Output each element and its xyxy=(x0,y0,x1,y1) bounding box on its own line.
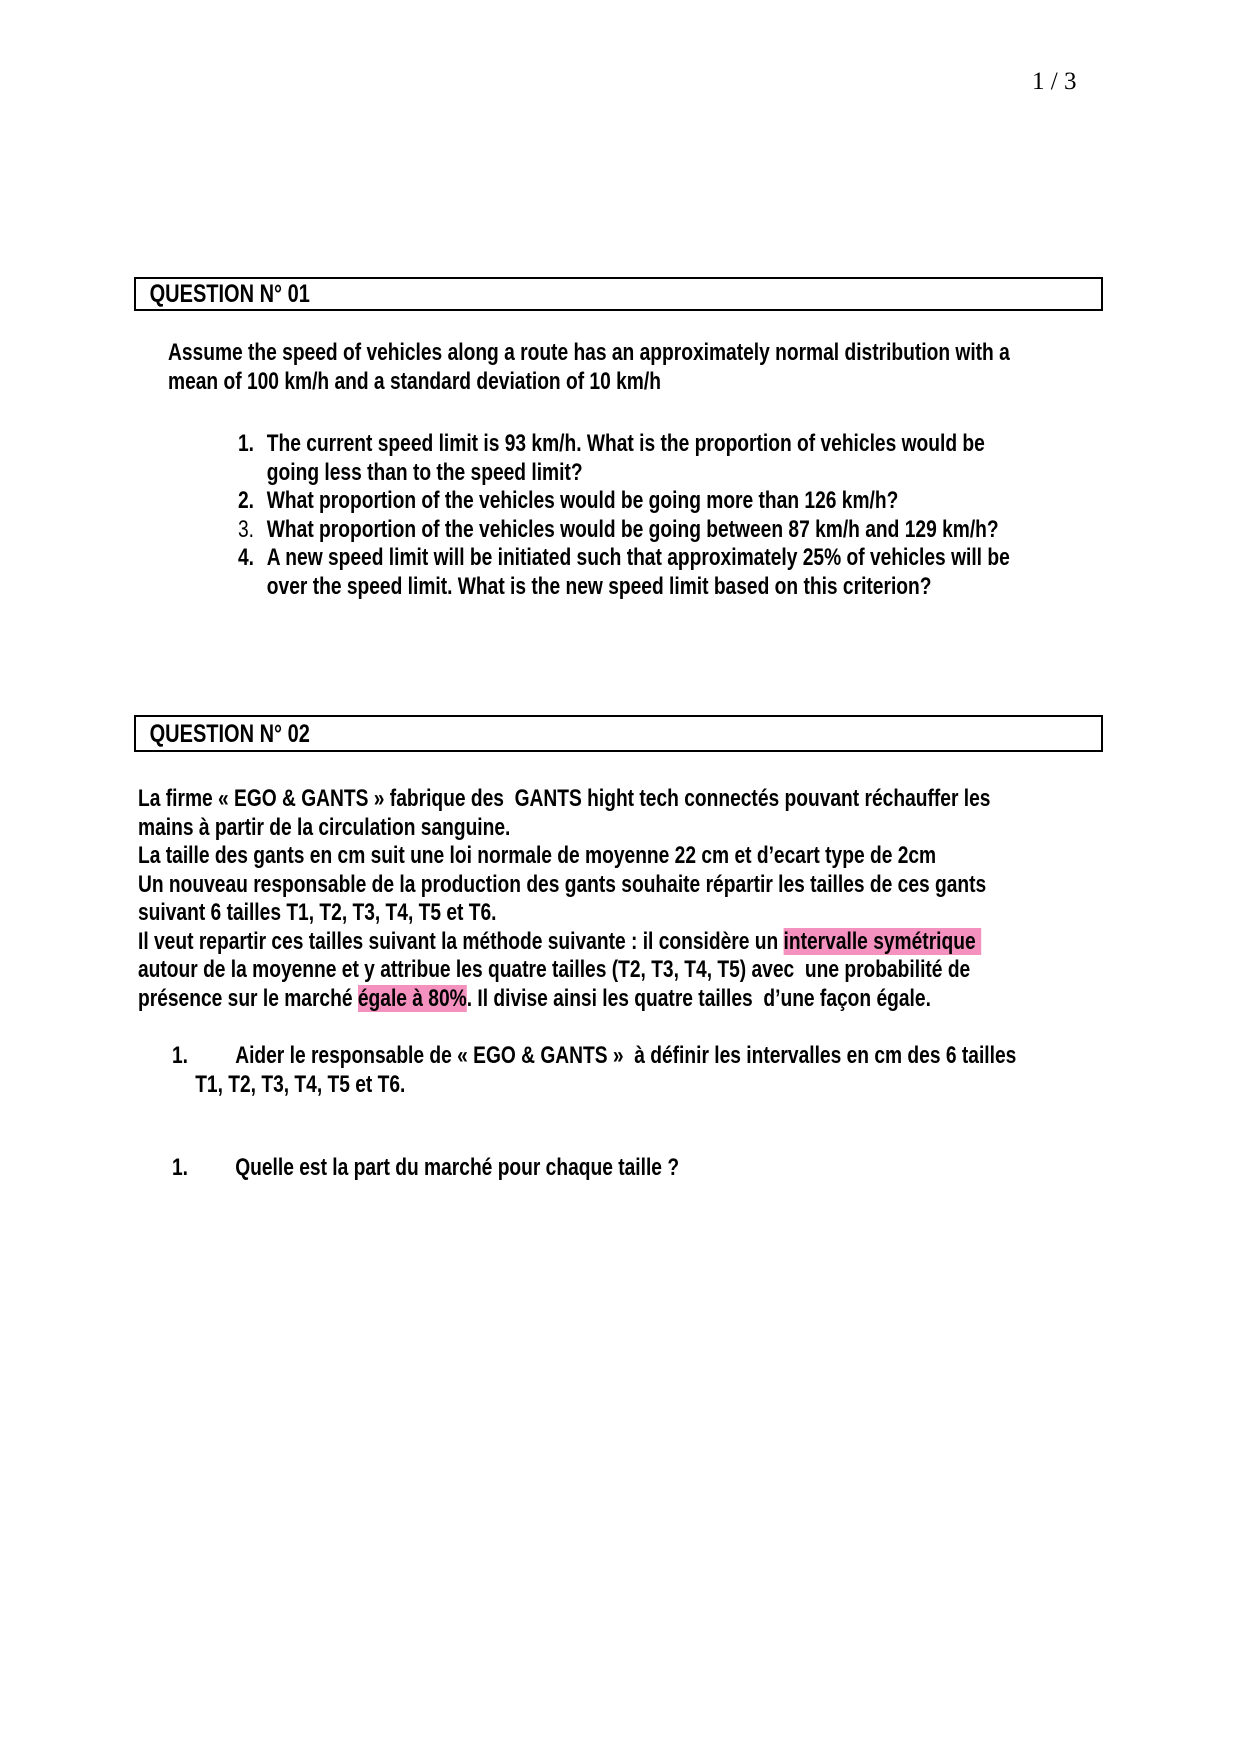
q1-intro-line1: Assume the speed of vehicles along a route has an approximately normal distribution with a xyxy=(168,339,1010,366)
q1-numbered-list xyxy=(238,430,1203,601)
q1-item-1-number: 1. xyxy=(238,430,255,457)
q1-item-3-line1: 3. What proportion of the vehicles would be going between 87 km/h and 129 km/h? xyxy=(238,515,999,543)
q2-para-line5: suivant 6 tailles T1, T2, T3, T4, T5 et T6. xyxy=(138,899,497,926)
q1-item-1-line1: 1. The current speed limit is 93 km/h. What is the proportion of vehicles would be xyxy=(238,430,985,457)
q1-item-3-number: 3. xyxy=(238,515,255,543)
q2-item-a-number: 1. xyxy=(172,1042,189,1069)
q2-para-line7: autour de la moyenne et y attribue les quatre tailles (T2, T3, T4, T5) avec une probabilité de xyxy=(138,956,971,983)
q1-item-4-line2: over the speed limit. What is the new speed limit based on this criterion? xyxy=(266,572,932,600)
highlight-intervalle-symetrique: intervalle symétrique xyxy=(783,927,981,955)
page-number: 1 / 3 xyxy=(1032,68,1077,95)
question2-header-box xyxy=(134,715,1103,752)
q2-item-a-line2: T1, T2, T3, T4, T5 et T6. xyxy=(195,1070,406,1098)
q2-para-line1: La firme « EGO & GANTS » fabrique des GANTS hight tech connectés pouvant réchauffer les xyxy=(138,785,991,812)
q2-para-line6: Il veut repartir ces tailles suivant la méthode suivante : il considère un intervalle symétrique xyxy=(138,927,981,955)
question2-header-label: QUESTION N° 02 xyxy=(149,720,310,748)
q1-item-2-line1: 2. What proportion of the vehicles would be going more than 126 km/h? xyxy=(238,487,899,514)
q2-item-a-line1: 1. Aider le responsable de « EGO & GANTS » à définir les intervalles en cm des 6 tailles xyxy=(172,1042,1017,1069)
q2-para-line2: mains à partir de la circulation sanguine. xyxy=(138,813,511,841)
q2-item-a xyxy=(172,1042,1227,1099)
q2-para-line4: Un nouveau responsable de la production des gants souhaite répartir les tailles de ces gants xyxy=(138,870,987,898)
q2-item-b-line1: 1. Quelle est la part du marché pour chaque taille ? xyxy=(172,1154,680,1181)
q1-item-4-line1: 4. A new speed limit will be initiated such that approximately 25% of vehicles will be xyxy=(238,544,1010,571)
q2-paragraph xyxy=(138,785,1204,1013)
q1-intro-line2: mean of 100 km/h and a standard deviation of 10 km/h xyxy=(168,367,661,395)
question1-header-label: QUESTION N° 01 xyxy=(149,280,310,308)
q2-para-line3: La taille des gants en cm suit une loi normale de moyenne 22 cm et d’ecart type de 2cm xyxy=(138,842,937,869)
q1-item-2-number: 2. xyxy=(238,487,255,514)
q1-item-1-line2: going less than to the speed limit? xyxy=(266,458,583,486)
q1-intro-paragraph xyxy=(168,339,1220,396)
highlight-egale-a-80: égale à 80% xyxy=(357,984,467,1012)
q1-item-4-number: 4. xyxy=(238,544,255,571)
q2-item-b xyxy=(172,1154,806,1183)
q2-item-b-number: 1. xyxy=(172,1154,189,1181)
q2-para-line8: présence sur le marché égale à 80%. Il divise ainsi les quatre tailles d’une façon égale. xyxy=(138,984,931,1012)
question1-header-box xyxy=(134,277,1103,311)
